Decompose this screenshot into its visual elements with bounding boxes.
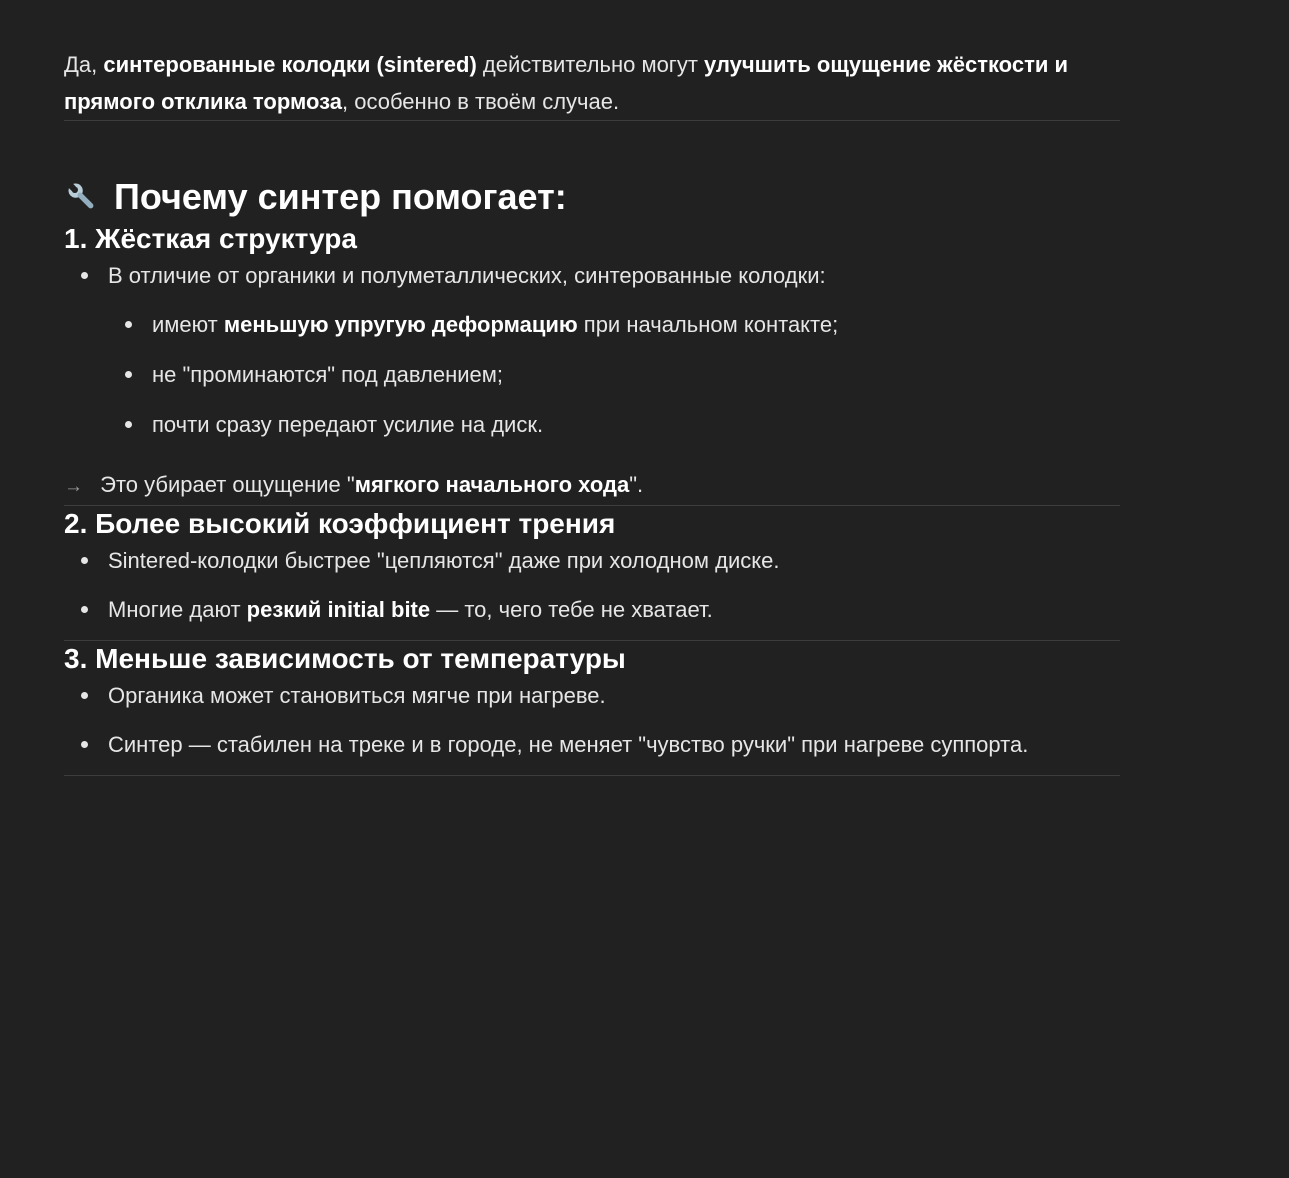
list-item-text: Синтер — стабилен на треке и в городе, не меняет "чувство ручки" при нагреве суппорта. [108,731,1029,757]
list-item [108,406,1120,443]
subsection-heading-1: 1. Жёсткая структура [64,222,357,254]
list-item [64,542,1120,579]
list-item-text: не "проминаются" под давлением; [152,361,504,387]
list-item-text: почти сразу передают усилие на диск. [152,411,544,437]
nested-bullet-list [108,306,1120,443]
intro-paragraph: Да, синтерованные колодки (sintered) действительно могут улучшить ощущение жёсткости и прямого отклика тормоза, особенно в твоём случае. [64,52,1069,114]
list-item-text: Многие дают резкий initial bite — то, чего тебе не хватает. [108,596,713,622]
bullet-list-1 [64,257,1120,443]
conclusion-note-text: Это убирает ощущение "мягкого начального хода". [100,471,644,497]
section-divider [64,775,1120,776]
list-item [108,356,1120,393]
arrow-icon: → [64,475,83,497]
wrench-icon [64,179,100,215]
main-heading-text: Почему синтер помогает: [114,176,567,217]
list-item-text: В отличие от органики и полуметаллических, синтерованные колодки: [108,262,826,288]
list-item [64,257,1120,443]
section-divider [64,120,1120,121]
bullet-list-2 [64,542,1120,628]
subsection-heading-3: 3. Меньше зависимость от температуры [64,642,626,674]
list-item-text: Органика может становиться мягче при нагреве. [108,682,606,708]
subsection-heading-2: 2. Более высокий коэффициент трения [64,507,616,539]
list-item [64,677,1120,714]
bullet-list-3 [64,677,1120,763]
list-item [64,726,1120,763]
list-item [108,306,1120,343]
list-item-text: имеют меньшую упругую деформацию при начальном контакте; [152,311,839,337]
conclusion-note [64,466,1120,505]
message-content [64,0,1120,776]
list-item [64,591,1120,628]
list-item-text: Sintered-колодки быстрее "цепляются" даже при холодном диске. [108,547,780,573]
main-heading [64,174,1120,221]
